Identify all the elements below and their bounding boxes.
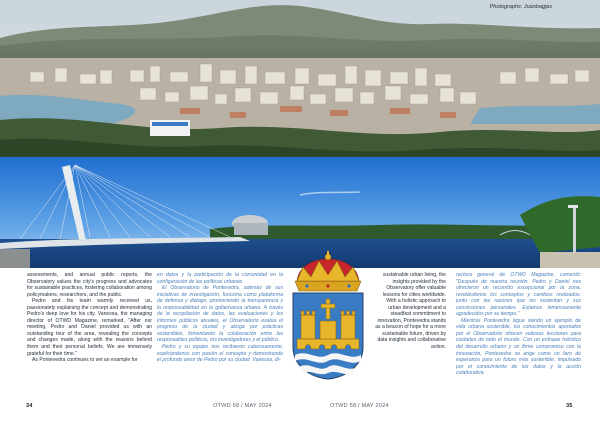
spanish-column-right [456, 272, 581, 377]
paragraph: en datos y la participación de la comunidad en la configuración de las políticas urbanas. [157, 272, 283, 285]
coat-of-arms-emblem [287, 251, 369, 381]
paragraph: assessments, and annual public reports, the Observatory values the city's progress and advocates for sustainable practices, fostering collaboration among policymakers, researchers, and the public. [27, 272, 152, 298]
paragraph: rectora general de OTWD Magazine, comentó: "Después de nuestra reunión, Pedro y Daniel nos ofrecieron un recorrido excepcional por la zona, revelándonos los conceptos y cambios realizados, junto con las razones que los sustentan y sus convicciones personales. Estamos inmensamente agradecidos por su tiempo." [456, 272, 581, 318]
paragraph: El Observatorio de Pontevedra, además de sus iniciativas de investigación, funciona como plataforma de defensa y diálogo, promoviendo la transparencia y la responsabilidad en la gobernanza urbana. A través de la recopilación de datos, las evaluaciones y los informes públicos anuales, el Observatorio evalúa el progreso de la ciudad y aboga por prácticas sostenibles, fomentando la colaboración entre los responsables políticos, los investigadores y el público. [157, 285, 283, 344]
crown-icon [295, 251, 361, 291]
paragraph: sustainable urban living, the insights provided by the Observatory offer valuable lessons for cities worldwide. With a holistic approach to urban development and a steadfast commitment to innovation, Pontevedra stands as a beacon of hope for a more sustainable future, driven by data insights and collaborative action. [375, 272, 446, 351]
city-panorama-photo [0, 0, 600, 157]
issue-label-right: OTWD 58 / MAY 2024 [330, 403, 389, 409]
page-number-left: 34 [26, 403, 33, 409]
paragraph: Pedro y su equipo nos recibieron calurosamente, explicándonos con pasión el concepto y demostrando el profundo amor de Pedro por su ciudad. Vanessa, di- [157, 344, 283, 364]
issue-label-left: OTWD 58 / MAY 2024 [213, 403, 272, 409]
english-column-right [372, 272, 446, 351]
page-number-right: 35 [566, 403, 573, 409]
english-column-left [27, 272, 152, 364]
photo-credit: Photographs: Juanbagjas [489, 4, 552, 10]
spanish-column-left [157, 272, 283, 364]
paragraph: As Pontevedra continues to set an example for [32, 357, 138, 364]
paragraph: Mientras Pontevedra sigue siendo un ejemplo de vida urbana sostenible, los conocimientos aportados por el Observatorio ofrecen valiosas lecciones para ciudades de todo el mundo. Con un enfoque holístico del desarrollo urbano y un firme compromiso con la innovación, Pontevedra se erige como un faro de esperanza para un futuro más sostenible, impulsado por el conocimiento de los datos y la acción colaborativa. [456, 317, 581, 377]
paragraph: Pedro and his team warmly received us, passionately explaining the concept and demonstrating Pedro's deep love for his city. Vanessa, the managing director of OTWD Magazine, remarked, "After our meeting, Pedro and Daniel provided us with an outstanding tour of the area, revealing the concepts and changes made, along with the reasons behind them and their personal beliefs. We are immensely grateful for their time." [27, 298, 152, 357]
